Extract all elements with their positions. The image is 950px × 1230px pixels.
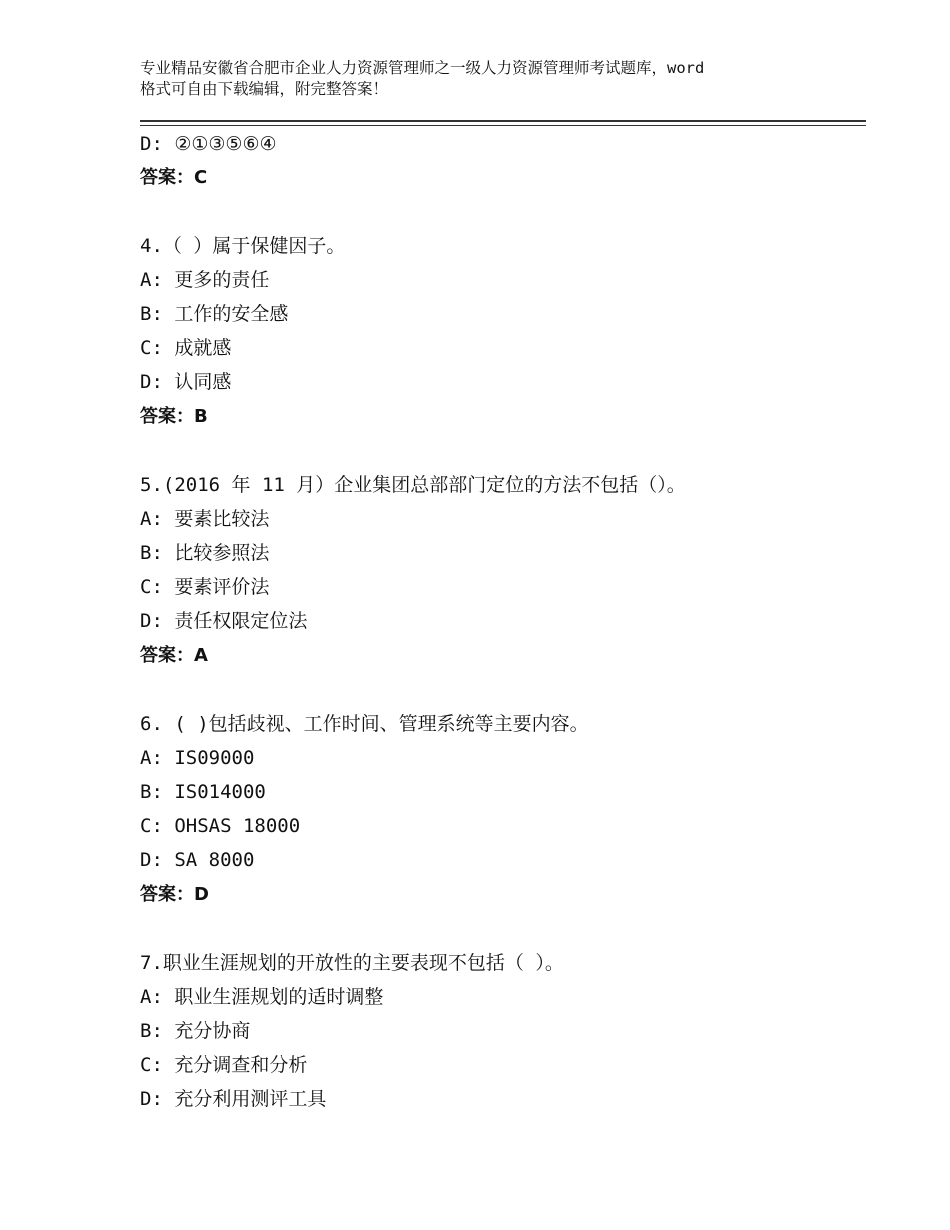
q5-option-b: B: 比较参照法 — [140, 542, 270, 564]
q4-option-b: B: 工作的安全感 — [140, 303, 289, 325]
q6-stem: 6. ( )包括歧视、工作时间、管理系统等主要内容。 — [140, 713, 589, 735]
header-line-1: 专业精品安徽省合肥市企业人力资源管理师之一级人力资源管理师考试题库，word — [140, 59, 705, 77]
q7-option-d: D: 充分利用测评工具 — [140, 1088, 327, 1110]
header-line-2: 格式可自由下载编辑，附完整答案！ — [140, 80, 389, 98]
q6-answer: 答案：D — [140, 884, 209, 905]
q4-option-d: D: 认同感 — [140, 371, 232, 393]
q6-option-d: D: SA 8000 — [140, 849, 255, 871]
q5-stem: 5.(2016 年 11 月）企业集团总部部门定位的方法不包括（）。 — [140, 474, 686, 496]
header-rule-thick — [140, 120, 866, 122]
q4-option-a: A: 更多的责任 — [140, 269, 270, 291]
page-header — [140, 58, 840, 100]
q7-option-b: B: 充分协商 — [140, 1020, 251, 1042]
q6-option-c: C: OHSAS 18000 — [140, 815, 301, 837]
q4-option-c: C: 成就感 — [140, 337, 232, 359]
q4-answer: 答案：B — [140, 406, 208, 427]
q5-answer: 答案：A — [140, 645, 208, 666]
q3-option-d: D: ②①③⑤⑥④ — [140, 133, 277, 155]
q5-option-a: A: 要素比较法 — [140, 508, 270, 530]
q6-option-a: A: IS09000 — [140, 747, 255, 769]
q7-stem: 7.职业生涯规划的开放性的主要表现不包括（ ）。 — [140, 952, 564, 974]
q4-stem: 4.（ ）属于保健因子。 — [140, 235, 346, 257]
q7-option-a: A: 职业生涯规划的适时调整 — [140, 986, 384, 1008]
q5-option-c: C: 要素评价法 — [140, 576, 270, 598]
q3-answer: 答案：C — [140, 167, 208, 188]
q6-option-b: B: IS014000 — [140, 781, 266, 803]
q5-option-d: D: 责任权限定位法 — [140, 610, 308, 632]
header-rule-thin — [140, 125, 866, 126]
q7-option-c: C: 充分调查和分析 — [140, 1054, 308, 1076]
